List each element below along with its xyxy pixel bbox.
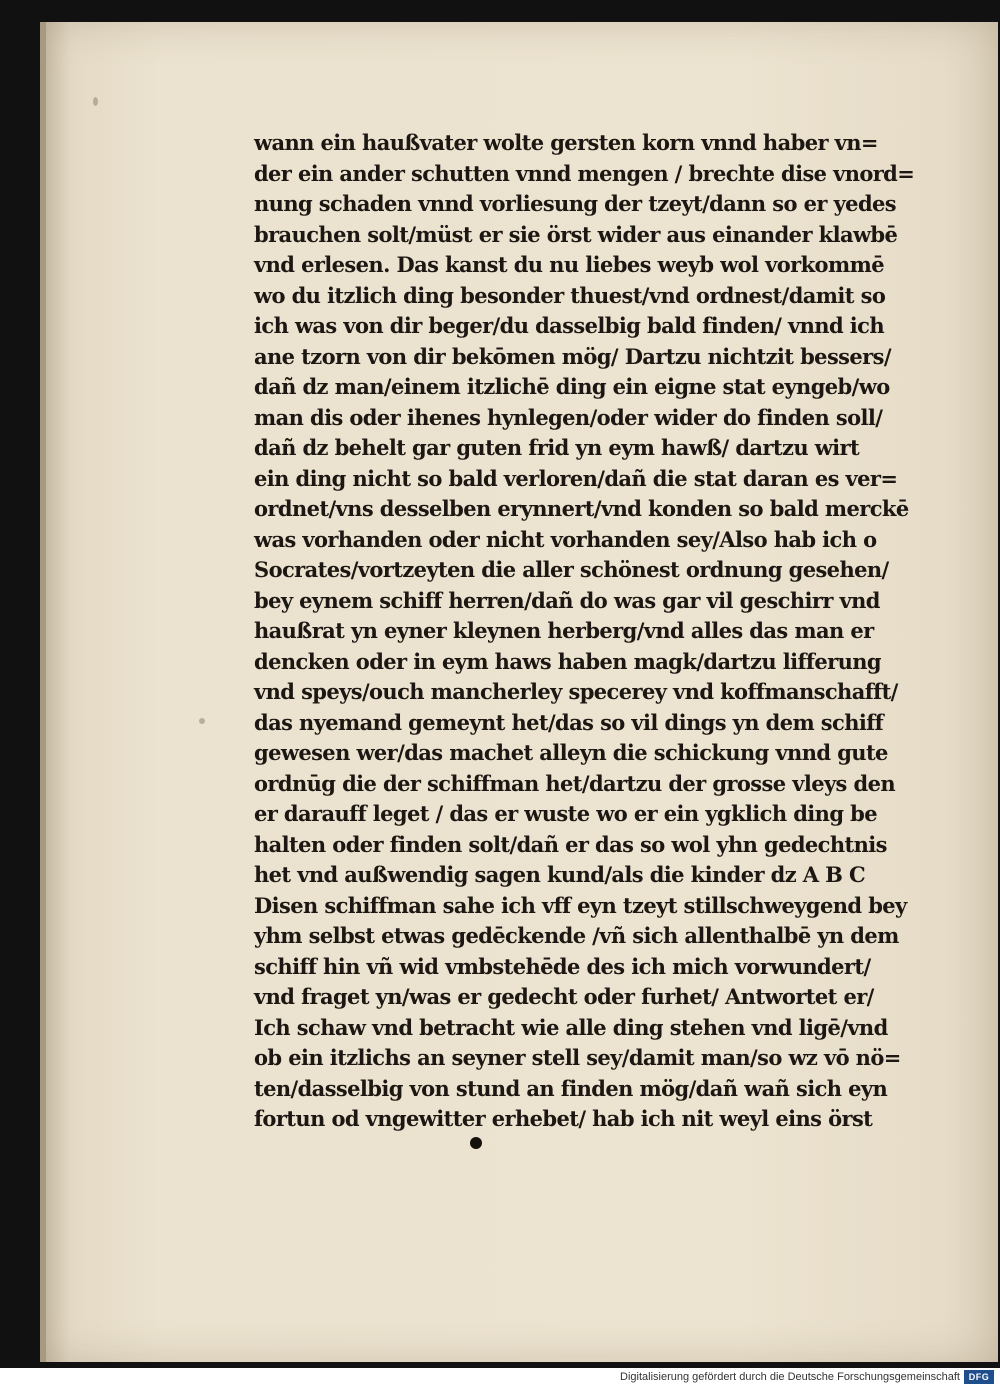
text-line: gewesen wer/das machet alleyn die schickung vnnd gute: [254, 740, 888, 765]
text-line: yhm selbst etwas gedēckende /vñ sich allenthalbē yn dem: [254, 923, 899, 948]
digitization-credit: Digitalisierung gefördert durch die Deutsche Forschungsgemeinschaft: [620, 1371, 960, 1383]
text-line: ordnūg die der schiffman het/dartzu der grosse vleys den: [254, 770, 896, 796]
text-line: vnd erlesen. Das kanst du nu liebes weyb wol vorkommē: [254, 252, 884, 277]
footer-bar: [0, 1368, 1000, 1388]
text-line: was vorhanden oder nicht vorhanden sey/Also hab ich o: [254, 526, 877, 552]
text-line: er darauff leget / das er wuste wo er ein ygklich ding be: [254, 801, 877, 826]
paper-stain: [199, 718, 205, 724]
dfg-logo: DFG: [964, 1370, 994, 1384]
text-line: haußrat yn eyner kleynen herberg/vnd alles das man er: [254, 618, 874, 643]
text-line: schiff hin vñ wid vmbstehēde des ich mich vorwundert/: [254, 953, 871, 979]
paper-stain: [93, 97, 98, 106]
text-line: bey eynem schiff herren/dañ do was gar vil geschirr vnd: [254, 587, 880, 613]
text-line: dañ dz behelt gar guten frid yn eym hawß/ dartzu wirt: [254, 435, 860, 460]
text-line: der ein ander schutten vnnd mengen / brechte dise vnord=: [254, 160, 915, 186]
text-line: dencken oder in eym haws haben magk/dartzu lifferung: [254, 648, 882, 674]
page-gutter-edge: [40, 22, 46, 1362]
text-line: ordnet/vns desselben erynnert/vnd konden so bald merckē: [254, 496, 909, 521]
text-line: Disen schiffman sahe ich vff eyn tzeyt stillschweygend bey: [254, 892, 907, 918]
text-line: vnd fraget yn/was er gedecht oder furhet/ Antwortet er/: [254, 984, 874, 1009]
text-line: wann ein haußvater wolte gersten korn vnnd haber vn=: [254, 130, 878, 155]
text-line: vnd speys/ouch mancherley specerey vnd koffmanschafft/: [254, 679, 898, 704]
page-signature-dot: [470, 1137, 482, 1149]
text-line: fortun od vngewitter erhebet/ hab ich nit weyl eins örst: [254, 1106, 873, 1131]
text-block: [254, 128, 914, 1135]
text-line: brauchen solt/müst er sie örst wider aus einander klawbē: [254, 221, 898, 247]
text-line: halten oder finden solt/dañ er das so wol yhn gedechtnis: [254, 831, 887, 857]
text-line: ten/dasselbig von stund an finden mög/dañ wañ sich eyn: [254, 1075, 888, 1101]
text-line: ich was von dir beger/du dasselbig bald finden/ vnnd ich: [254, 313, 885, 338]
text-line: das nyemand gemeynt het/das so vil dings yn dem schiff: [254, 709, 884, 735]
text-line: Socrates/vortzeyten die aller schönest ordnung gesehen/: [254, 557, 889, 582]
text-line: ane tzorn von dir bekōmen mög/ Dartzu nichtzit bessers/: [254, 343, 891, 369]
text-line: wo du itzlich ding besonder thuest/vnd ordnest/damit so: [254, 282, 886, 308]
text-line: man dis oder ihenes hynlegen/oder wider do finden soll/: [254, 404, 883, 430]
text-line: ein ding nicht so bald verloren/dañ die stat daran es ver=: [254, 465, 898, 491]
text-line: het vnd außwendig sagen kund/als die kinder dz A B C: [254, 862, 866, 887]
text-line: ob ein itzlichs an seyner stell sey/damit man/so wz vō nö=: [254, 1045, 901, 1070]
text-line: nung schaden vnnd vorliesung der tzeyt/dann so er yedes: [254, 191, 897, 216]
text-line: Ich schaw vnd betracht wie alle ding stehen vnd ligē/vnd: [254, 1014, 888, 1040]
text-line: dañ dz man/einem itzlichē ding ein eigne stat eyngeb/wo: [254, 374, 890, 399]
